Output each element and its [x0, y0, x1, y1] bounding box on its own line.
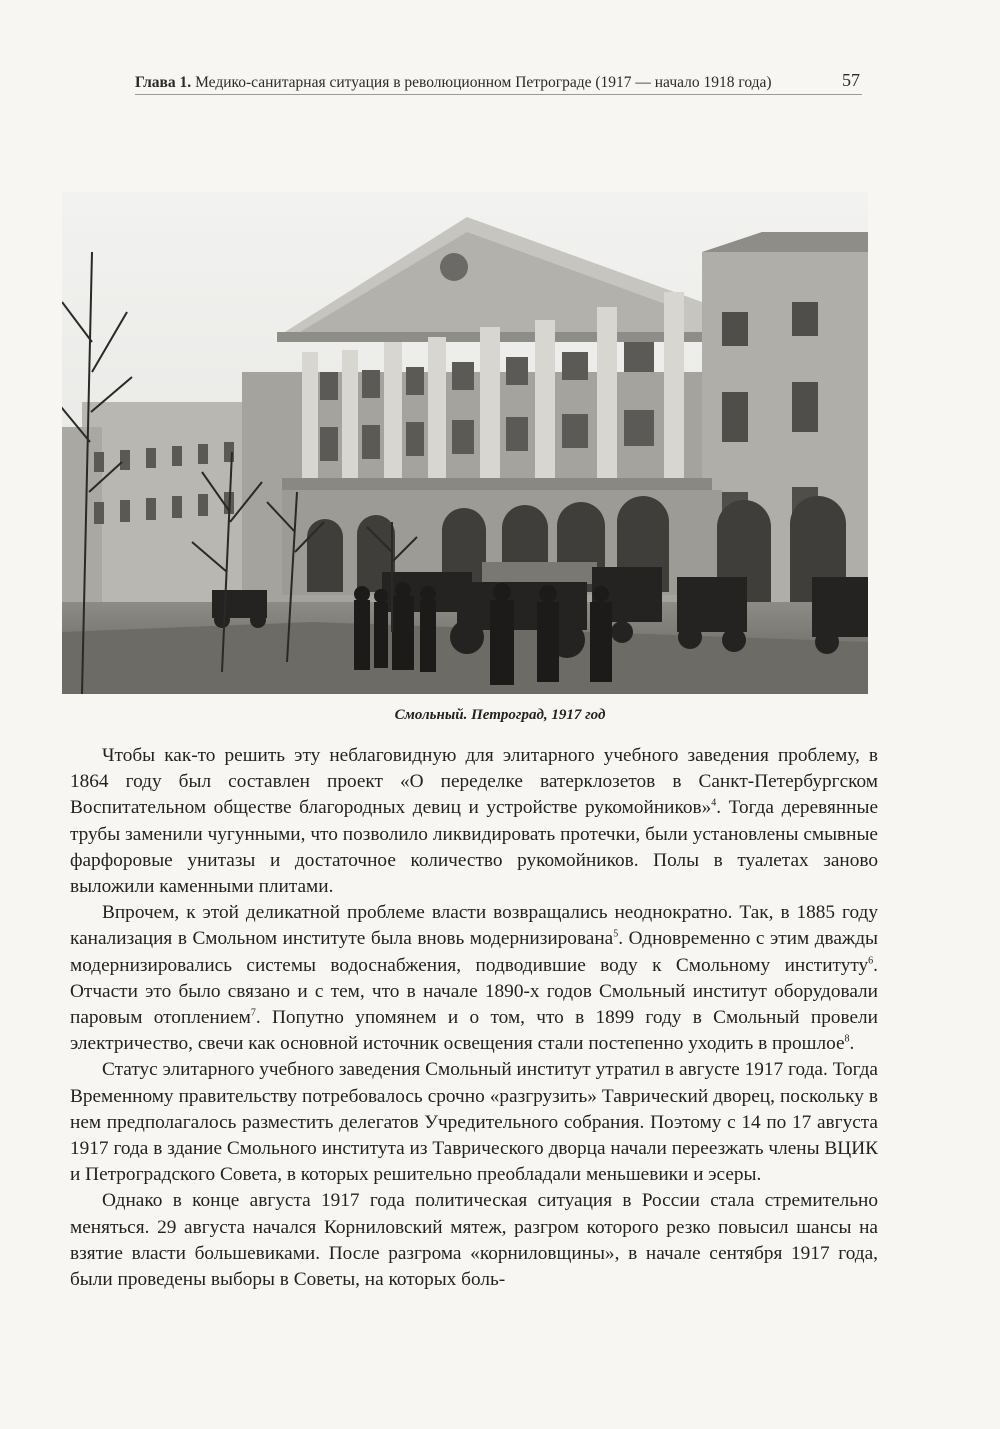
paragraph-2	[70, 900, 878, 1057]
chapter-label: Глава 1.	[135, 74, 192, 91]
p2-text-e: .	[849, 1033, 855, 1055]
photo-illustration	[62, 192, 868, 694]
p2-text-a: Впрочем, к этой деликатной проблеме власти возвращались неоднократно. Так, в 1885 году канализация в Смольном институте была вновь модернизирована	[70, 902, 878, 950]
paragraph-1	[70, 743, 878, 900]
p2-text-d: . Попутно упомянем и о том, что в 1899 году в Смольный провели электричество, свечи как основной источник освещения стали постепенно уходить в прошлое	[70, 1007, 878, 1055]
p2-text-b: . Одновременно с этим дважды модернизировались системы водоснабжения, подводившие воду к Смольному институту	[70, 928, 879, 976]
p2-text-c: . Отчасти это было связано и с тем, что в начале 1890-х годов Смольный институт оборудовали паровым отоплением	[70, 954, 878, 1029]
p1-text-b: . Тогда деревянные трубы заменили чугунными, что позволило ликвидировать протечки, были установлены смывные фарфоровые унитазы и достаточное количество рукомойников. Полы в туалетах заново выложили каменными плитами.	[70, 797, 878, 898]
footnote-ref-6[interactable]: 6	[868, 955, 874, 967]
p1-text-a: Чтобы как-то решить эту неблаговидную для элитарного учебного заведения проблему, в 1864 году был составлен проект «О переделке ватерклозетов в Санкт-Петербургском Воспитательном обществе благородных девиц и устройстве рукомойников»	[70, 745, 878, 819]
p3-text: Статус элитарного учебного заведения Смольный институт утратил в августе 1917 года. Тогда Временному правительству потребовалось срочно «разгрузить» Таврический дворец, поскольку в нем предполагалось разместить делегатов Учредительного собрания. Поэтому с 14 по 17 августа 1917 года в здание Смольного института из Таврического дворца начали переезжать члены ВЦИК и Петроградского Совета, в которых решительно преобладали меньшевики и эсеры.	[70, 1059, 878, 1186]
paragraph-3	[70, 1057, 878, 1188]
photo-caption: Смольный. Петроград, 1917 год	[394, 707, 606, 723]
footnote-ref-7[interactable]: 7	[250, 1007, 256, 1019]
footnote-ref-5[interactable]: 5	[613, 929, 619, 940]
chapter-title: Медико-санитарная ситуация в революционном Петрограде (1917 — начало 1918 года)	[195, 74, 772, 91]
page-number: 57	[842, 70, 860, 90]
running-title	[135, 74, 772, 92]
p4-text: Однако в конце августа 1917 года политическая ситуация в России стала стремительно меняться. 29 августа начался Корниловский мятеж, разгром которого резко повысил шансы на взятие власти большевиками. После разгрома «корниловщины», в начале сентября 1917 года, были проведены выборы в Советы, на которых боль-	[70, 1190, 878, 1291]
smolny-photograph	[62, 192, 868, 694]
footnote-ref-4[interactable]: 4	[711, 797, 717, 809]
footnote-ref-8[interactable]: 8	[844, 1033, 850, 1045]
paragraph-4	[70, 1188, 878, 1293]
body-text	[70, 743, 878, 1293]
running-header	[135, 70, 862, 95]
